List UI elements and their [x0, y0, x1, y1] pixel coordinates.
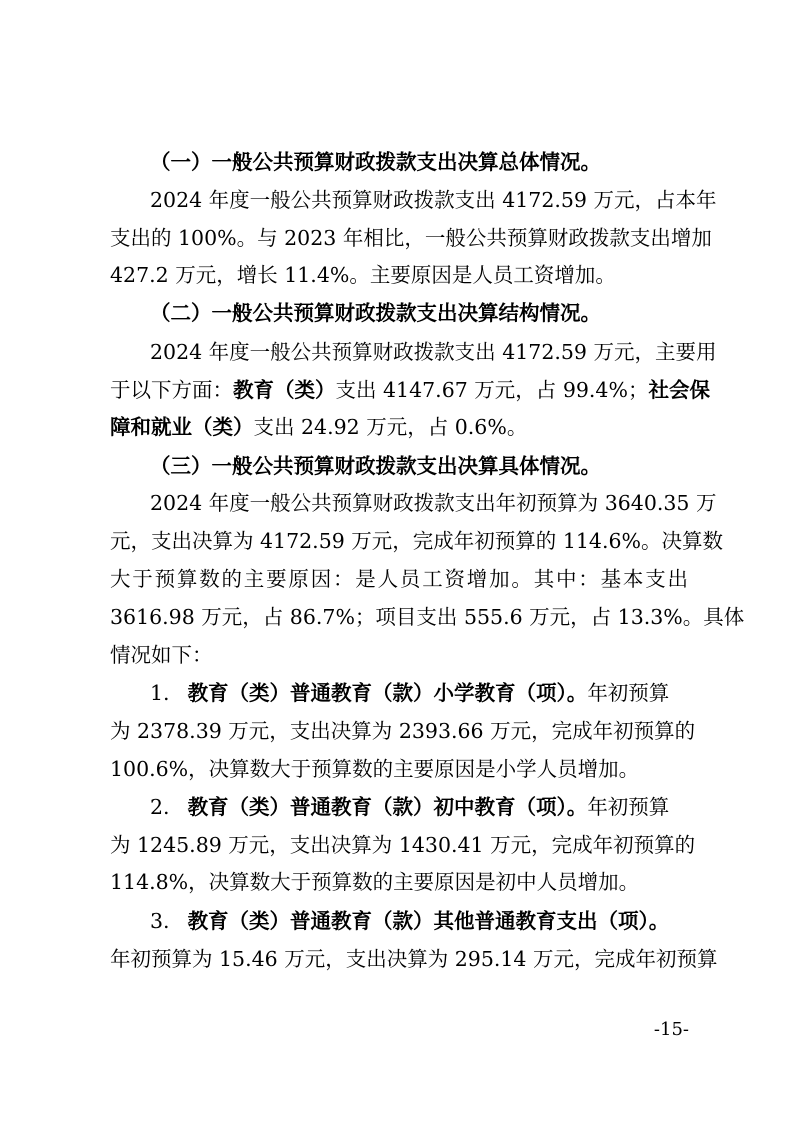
text-run: 年初预算 — [587, 795, 670, 819]
section-3-line: 2024 年度一般公共预算财政拨款支出年初预算为 3640.35 万 — [150, 491, 717, 515]
item-3-title-line — [150, 906, 688, 936]
section-1-heading: （一）一般公共预算财政拨款支出决算总体情况。 — [150, 150, 601, 174]
item-1-title-line — [150, 678, 688, 708]
section-3-line: 3616.98 万元，占 86.7%；项目支出 555.6 万元，占 13.3%。具体 — [110, 605, 745, 629]
bold-term: 社会保 — [648, 378, 710, 402]
item-3-line: 年初预算为 15.46 万元，支出决算为 295.14 万元，完成年初预算 — [110, 947, 718, 971]
item-title: 教育（类）普通教育（款）初中教育（项）。 — [187, 795, 588, 819]
section-1-line: 2024 年度一般公共预算财政拨款支出 4172.59 万元，占本年 — [150, 188, 717, 212]
text-run: 年初预算 — [587, 681, 670, 705]
section-2-line — [110, 375, 710, 405]
item-title: 教育（类）普通教育（款）小学教育（项）。 — [187, 681, 588, 705]
section-2-heading: （二）一般公共预算财政拨款支出决算结构情况。 — [150, 301, 601, 325]
section-3-line: 情况如下： — [110, 643, 213, 667]
item-2-line: 114.8%，决算数大于预算数的主要原因是初中人员增加。 — [110, 870, 640, 894]
section-1-line: 支出的 100%。与 2023 年相比，一般公共预算财政拨款支出增加 — [110, 226, 712, 250]
item-1-line: 100.6%，决算数大于预算数的主要原因是小学人员增加。 — [110, 757, 640, 781]
item-2-title-line — [150, 792, 688, 822]
text-run: 支出 4147.67 万元，占 99.4%； — [335, 378, 649, 402]
item-number: 3. — [150, 909, 170, 933]
bold-term: 教育（类） — [233, 378, 336, 402]
section-3-line: 大于预算数的主要原因：是人员工资增加。其中：基本支出 — [110, 567, 688, 591]
item-1-line: 为 2378.39 万元，支出决算为 2393.66 万元，完成年初预算的 — [110, 719, 696, 743]
section-3-line: 元，支出决算为 4172.59 万元，完成年初预算的 114.6%。决算数 — [110, 529, 723, 553]
text-run: 支出 24.92 万元，占 0.6%。 — [253, 415, 528, 439]
section-2-line: 2024 年度一般公共预算财政拨款支出 4172.59 万元，主要用 — [150, 340, 717, 364]
item-number: 1. — [150, 681, 170, 705]
text-run: 于以下方面： — [110, 378, 233, 402]
section-2-line — [110, 412, 688, 442]
item-2-line: 为 1245.89 万元，支出决算为 1430.41 万元，完成年初预算的 — [110, 833, 696, 857]
bold-term: 障和就业（类） — [110, 415, 254, 439]
section-1-line: 427.2 万元，增长 11.4%。主要原因是人员工资增加。 — [110, 263, 616, 287]
item-number: 2. — [150, 795, 170, 819]
item-title: 教育（类）普通教育（款）其他普通教育支出（项）。 — [187, 909, 670, 933]
section-3-heading: （三）一般公共预算财政拨款支出决算具体情况。 — [150, 454, 601, 478]
page-number: -15- — [653, 1019, 689, 1040]
